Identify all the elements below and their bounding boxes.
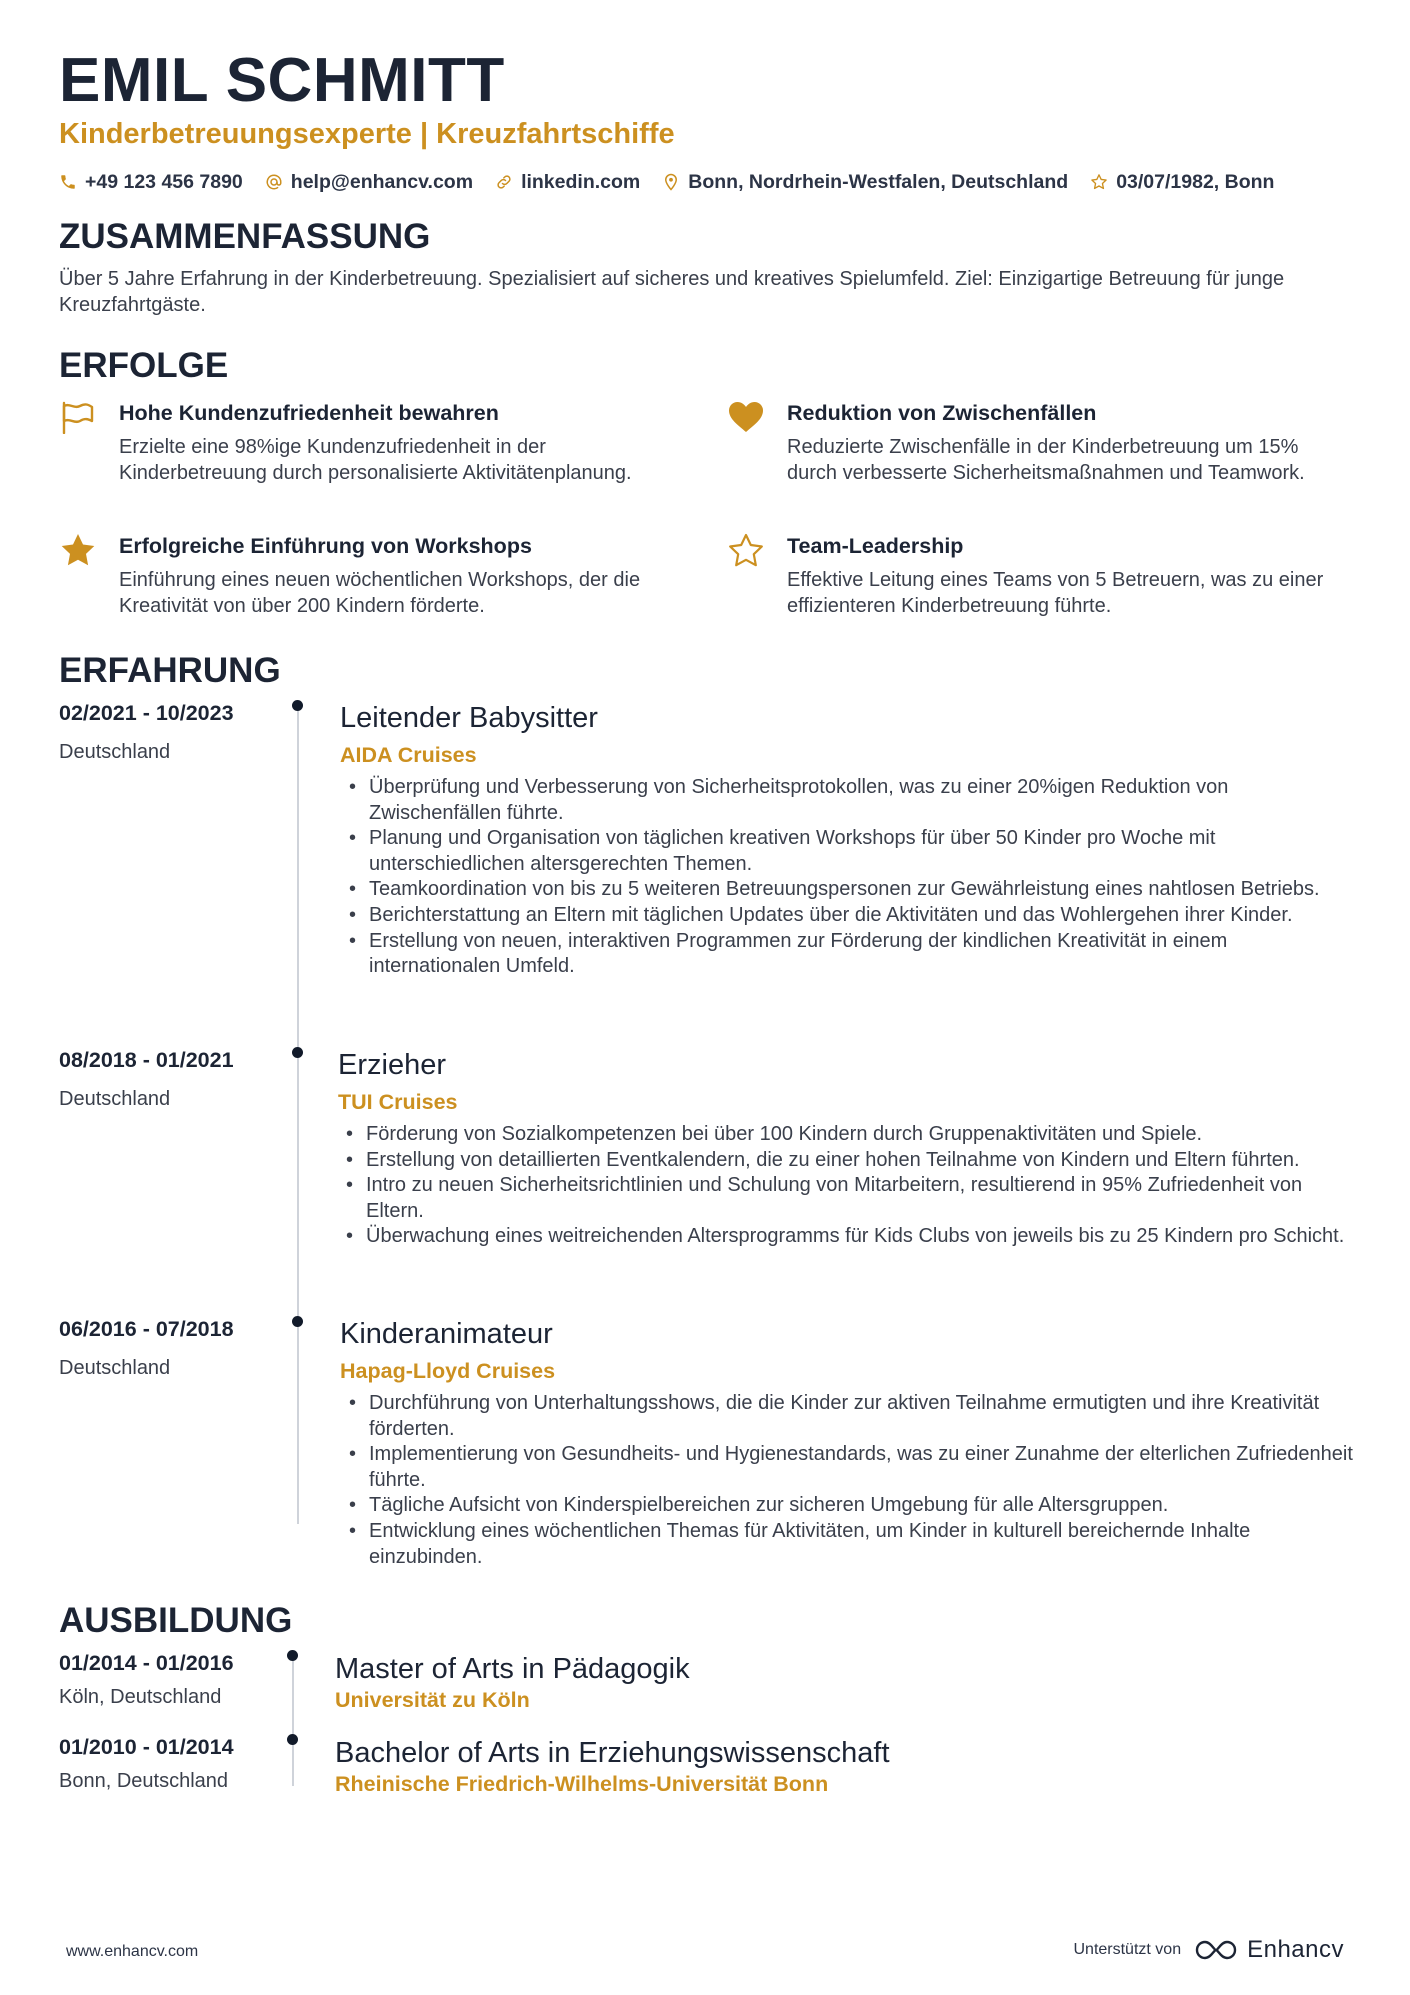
contact-email-text: help@enhancv.com xyxy=(290,170,474,193)
job-role: Erzieher xyxy=(338,1049,446,1081)
list-item: • Intro zu neuen Sicherheitsrichtlinien und Schulung von Mitarbeitern, resultierend in 95% Zufriedenheit von Eltern. xyxy=(340,1173,1350,1224)
contact-birthdate-text: 03/07/1982, Bonn xyxy=(1116,170,1275,193)
achievement-description: Effektive Leitung eines Teams von 5 Betreuern, was zu einer effizienteren Kinderbetreuung führte. xyxy=(787,569,1324,617)
job-company: AIDA Cruises xyxy=(340,743,477,767)
achievement-description: Einführung eines neuen wöchentlichen Workshops, der die Kreativität von über 200 Kindern förderte. xyxy=(119,569,641,617)
star-outline-icon xyxy=(1090,173,1108,191)
contact-phone-text: +49 123 456 7890 xyxy=(85,170,243,193)
achievement-title: Reduktion von Zwischenfällen xyxy=(787,401,1097,425)
contact-bar xyxy=(59,168,1296,196)
job-bullets xyxy=(340,1122,1350,1250)
timeline-dot xyxy=(287,1734,298,1745)
list-item: • Erstellung von neuen, interaktiven Programmen zur Förderung der kindlichen Kreativität in einem internationalen Umfeld. xyxy=(343,929,1353,980)
candidate-name: EMIL SCHMITT xyxy=(59,46,505,115)
summary-heading: ZUSAMMENFASSUNG xyxy=(59,217,431,256)
job-role: Leitender Babysitter xyxy=(340,702,598,734)
timeline-dot xyxy=(292,700,303,711)
education-school: Rheinische Friedrich-Wilhelms-Universität Bonn xyxy=(335,1772,829,1796)
contact-location xyxy=(662,171,1068,194)
job-dates: 06/2016 - 07/2018 xyxy=(59,1317,234,1341)
list-item: • Förderung von Sozialkompetenzen bei über 100 Kindern durch Gruppenaktivitäten und Spiele. xyxy=(340,1122,1350,1148)
experience-timeline xyxy=(297,704,299,1524)
job-dates: 08/2018 - 01/2021 xyxy=(59,1048,234,1072)
list-item: • Teamkoordination von bis zu 5 weiteren Betreuungspersonen zur Gewährleistung eines nahtlosen Betriebs. xyxy=(343,877,1353,903)
list-item: • Überwachung eines weitreichenden Altersprogramms für Kids Clubs von jeweils bis zu 25 Kindern pro Schicht. xyxy=(340,1224,1350,1250)
job-dates: 02/2021 - 10/2023 xyxy=(59,701,234,725)
education-dates: 01/2010 - 01/2014 xyxy=(59,1735,234,1759)
education-degree: Bachelor of Arts in Erziehungswissenschaft xyxy=(335,1737,890,1769)
heart-icon xyxy=(727,400,765,434)
job-location: Deutschland xyxy=(59,741,171,763)
list-item: • Erstellung von detaillierten Eventkalendern, die zu einer hohen Teilnahme von Kindern und Eltern führten. xyxy=(340,1148,1350,1174)
enhancv-logo-icon xyxy=(1193,1938,1239,1962)
star-outline-icon xyxy=(727,533,765,567)
education-location: Köln, Deutschland xyxy=(59,1686,222,1708)
job-company: TUI Cruises xyxy=(338,1090,458,1114)
brand-name: Enhancv xyxy=(1247,1936,1344,1963)
achievement-title: Team-Leadership xyxy=(787,534,964,558)
link-icon xyxy=(495,173,513,191)
contact-linkedin-text: linkedin.com xyxy=(521,170,641,193)
footer-branding[interactable] xyxy=(1073,1936,1344,1964)
contact-birthdate xyxy=(1090,171,1274,194)
job-bullets xyxy=(343,775,1353,980)
job-bullets xyxy=(343,1391,1353,1570)
list-item: • Entwicklung eines wöchentlichen Themas für Aktivitäten, um Kinder in kulturell bereichernde Inhalte einzubinden. xyxy=(343,1519,1353,1570)
achievement-description: Erzielte eine 98%ige Kundenzufriedenheit in der Kinderbetreuung durch personalisierte Aktivitätenplanung. xyxy=(119,436,632,484)
list-item: • Implementierung von Gesundheits- und Hygienestandards, was zu einer Zunahme der elterlichen Zufriedenheit führte. xyxy=(343,1442,1353,1493)
powered-by-label: Unterstützt von xyxy=(1073,1941,1182,1958)
at-icon xyxy=(265,173,283,191)
education-degree: Master of Arts in Pädagogik xyxy=(335,1653,690,1685)
experience-heading: ERFAHRUNG xyxy=(59,651,281,690)
candidate-title: Kinderbetreuungsexperte | Kreuzfahrtschiffe xyxy=(59,118,675,150)
education-school: Universität zu Köln xyxy=(335,1688,530,1712)
contact-email[interactable] xyxy=(265,171,473,194)
job-location: Deutschland xyxy=(59,1088,171,1110)
list-item: • Tägliche Aufsicht von Kinderspielbereichen zur sicheren Umgebung für alle Altersgruppen. xyxy=(343,1493,1353,1519)
location-pin-icon xyxy=(662,173,680,191)
summary-text: Über 5 Jahre Erfahrung in der Kinderbetreuung. Spezialisiert auf sicheres und kreatives Spielumfeld. Ziel: Einzigartige Betreuung für junge Kreuzfahrtgäste. xyxy=(59,268,1285,316)
achievements-heading: ERFOLGE xyxy=(59,346,229,385)
phone-icon xyxy=(59,173,77,191)
contact-linkedin[interactable] xyxy=(495,171,640,194)
timeline-dot xyxy=(292,1316,303,1327)
job-company: Hapag-Lloyd Cruises xyxy=(340,1359,556,1383)
contact-phone[interactable] xyxy=(59,171,243,194)
timeline-dot xyxy=(287,1650,298,1661)
list-item: • Durchführung von Unterhaltungsshows, die die Kinder zur aktiven Teilnahme ermutigten und ihre Kreativität förderten. xyxy=(343,1391,1353,1442)
list-item: • Berichterstattung an Eltern mit täglichen Updates über die Aktivitäten und das Wohlergehen ihrer Kinder. xyxy=(343,903,1353,929)
star-filled-icon xyxy=(59,533,97,567)
education-timeline xyxy=(292,1656,294,1786)
achievement-title: Erfolgreiche Einführung von Workshops xyxy=(119,534,532,558)
job-role: Kinderanimateur xyxy=(340,1318,553,1350)
education-heading: AUSBILDUNG xyxy=(59,1601,293,1640)
education-dates: 01/2014 - 01/2016 xyxy=(59,1651,234,1675)
list-item: • Planung und Organisation von täglichen kreativen Workshops für über 50 Kinder pro Woche mit unterschiedlichen altersgerechten Themen. xyxy=(343,826,1353,877)
flag-icon xyxy=(59,400,97,434)
list-item: • Überprüfung und Verbesserung von Sicherheitsprotokollen, was zu einer 20%igen Reduktion von Zwischenfällen führte. xyxy=(343,775,1353,826)
footer-website[interactable]: www.enhancv.com xyxy=(66,1943,199,1960)
education-location: Bonn, Deutschland xyxy=(59,1770,229,1792)
timeline-dot xyxy=(292,1047,303,1058)
job-location: Deutschland xyxy=(59,1357,171,1379)
achievement-description: Reduzierte Zwischenfälle in der Kinderbetreuung um 15% durch verbesserte Sicherheitsmaßnahmen und Teamwork. xyxy=(787,436,1305,484)
contact-location-text: Bonn, Nordrhein-Westfalen, Deutschland xyxy=(688,170,1069,193)
achievement-title: Hohe Kundenzufriedenheit bewahren xyxy=(119,401,499,425)
